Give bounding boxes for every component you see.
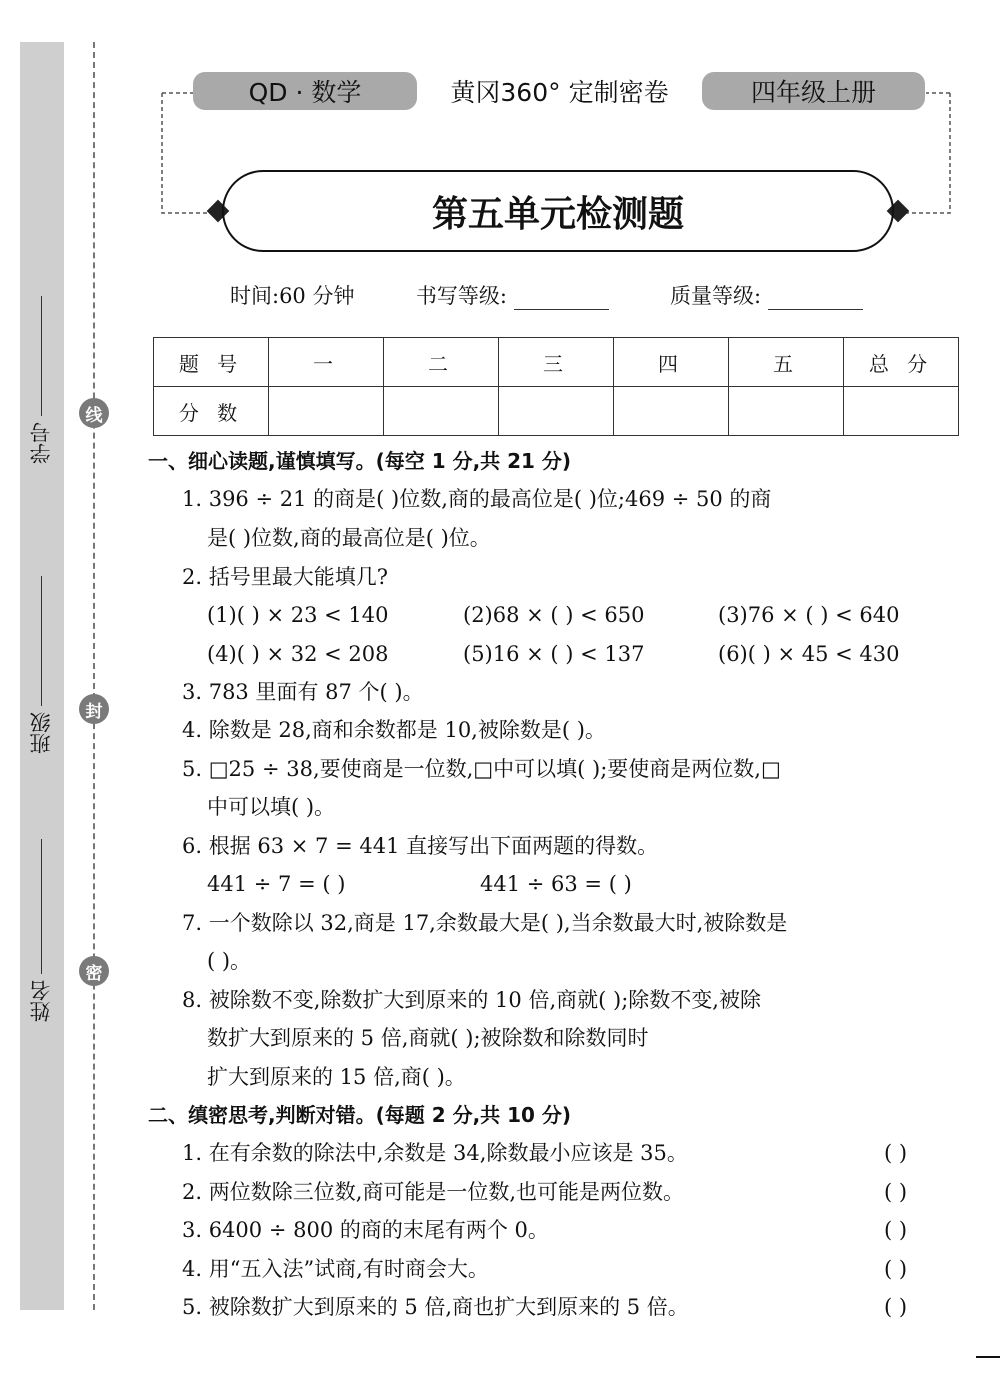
writing-grade-label: 书写等级:: [415, 284, 507, 308]
table-header-cell: 一: [269, 338, 384, 387]
student-id-label: 学号: [29, 422, 53, 464]
seal-seal: 封: [79, 694, 109, 724]
class-field[interactable]: [26, 570, 58, 760]
judgment-item: 4. 用“五入法”试商,有时商会大。: [182, 1257, 489, 1281]
cut-line: [93, 42, 95, 1310]
question-3: 3. 783 里面有 87 个( )。: [182, 680, 424, 704]
brand-title: 黄冈360° 定制密卷: [450, 78, 669, 107]
page-edge-mark: [976, 1356, 1000, 1358]
question-8-line-3: 扩大到原来的 15 倍,商( )。: [207, 1065, 466, 1089]
name-label: 姓名: [29, 979, 53, 1022]
section2-heading: 二、缜密思考,判断对错。(每题 2 分,共 10 分): [148, 1103, 572, 1127]
name-field[interactable]: [26, 835, 58, 1025]
answer-box[interactable]: ( ): [884, 1257, 908, 1281]
question-6-item: 441 ÷ 7 = ( ): [207, 872, 346, 896]
question-6: 6. 根据 63 × 7 = 441 直接写出下面两题的得数。: [182, 834, 659, 858]
table-row: [154, 338, 959, 387]
score-table: [153, 337, 959, 436]
question-8-line-2: 数扩大到原来的 5 倍,商就( );被除数和除数同时: [207, 1026, 649, 1050]
score-cell[interactable]: [729, 387, 844, 436]
question-2: 2. 括号里最大能填几?: [182, 565, 388, 589]
score-cell[interactable]: [499, 387, 614, 436]
writing-grade-blank[interactable]: [514, 289, 609, 310]
table-row: [154, 387, 959, 436]
subject-badge: QD · 数学: [193, 72, 417, 110]
question-2-item: (6)( ) × 45 < 430: [718, 642, 900, 666]
question-2-item: (3)76 × ( ) < 640: [718, 603, 900, 627]
seal-line: 线: [79, 398, 109, 428]
judgment-item: 3. 6400 ÷ 800 的商的末尾有两个 0。: [182, 1218, 549, 1242]
student-id-underline: [41, 296, 42, 416]
question-7-line-2: ( )。: [207, 949, 252, 973]
quality-grade-blank[interactable]: [768, 289, 863, 310]
table-header-cell: 五: [729, 338, 844, 387]
question-7-line-1: 7. 一个数除以 32,商是 17,余数最大是( ),当余数最大时,被除数是: [182, 911, 788, 935]
question-5-line-2: 中可以填( )。: [207, 795, 336, 819]
score-row-label: 分 数: [154, 387, 269, 436]
question-6-item: 441 ÷ 63 = ( ): [480, 872, 632, 896]
class-underline: [41, 576, 42, 706]
student-id-field[interactable]: [26, 290, 58, 470]
answer-box[interactable]: ( ): [884, 1295, 908, 1319]
answer-box[interactable]: ( ): [884, 1218, 908, 1242]
score-cell[interactable]: [269, 387, 384, 436]
score-cell[interactable]: [384, 387, 499, 436]
question-2-item: (1)( ) × 23 < 140: [207, 603, 389, 627]
answer-box[interactable]: ( ): [884, 1141, 908, 1165]
quality-grade-label: 质量等级:: [670, 284, 762, 308]
question-2-item: (5)16 × ( ) < 137: [463, 642, 645, 666]
table-header-cell: 题 号: [154, 338, 269, 387]
question-5-line-1: 5. □25 ÷ 38,要使商是一位数,□中可以填( );要使商是两位数,□: [182, 757, 781, 781]
judgment-item: 5. 被除数扩大到原来的 5 倍,商也扩大到原来的 5 倍。: [182, 1295, 689, 1319]
judgment-item: 1. 在有余数的除法中,余数是 34,除数最小应该是 35。: [182, 1141, 688, 1165]
class-label: 班级: [29, 712, 53, 754]
grade-badge: 四年级上册: [702, 72, 925, 110]
table-header-cell: 三: [499, 338, 614, 387]
question-2-item: (4)( ) × 32 < 208: [207, 642, 389, 666]
table-header-cell: 二: [384, 338, 499, 387]
question-2-item: (2)68 × ( ) < 650: [463, 603, 645, 627]
time-limit: 时间:60 分钟: [230, 284, 355, 308]
question-1-line-2: 是( )位数,商的最高位是( )位。: [207, 526, 491, 550]
answer-box[interactable]: ( ): [884, 1180, 908, 1204]
score-cell[interactable]: [844, 387, 959, 436]
table-header-cell: 四: [614, 338, 729, 387]
page-title: 第五单元检测题: [222, 170, 894, 252]
section1-heading: 一、细心读题,谨慎填写。(每空 1 分,共 21 分): [148, 449, 572, 473]
name-underline: [41, 839, 42, 974]
seal-secret: 密: [79, 956, 109, 986]
question-1-line-1: 1. 396 ÷ 21 的商是( )位数,商的最高位是( )位;469 ÷ 50 的商: [182, 487, 772, 511]
question-4: 4. 除数是 28,商和余数都是 10,被除数是( )。: [182, 718, 606, 742]
score-cell[interactable]: [614, 387, 729, 436]
exam-meta: [230, 280, 863, 310]
table-header-cell: 总 分: [844, 338, 959, 387]
question-8-line-1: 8. 被除数不变,除数扩大到原来的 10 倍,商就( );除数不变,被除: [182, 988, 761, 1012]
judgment-item: 2. 两位数除三位数,商可能是一位数,也可能是两位数。: [182, 1180, 685, 1204]
